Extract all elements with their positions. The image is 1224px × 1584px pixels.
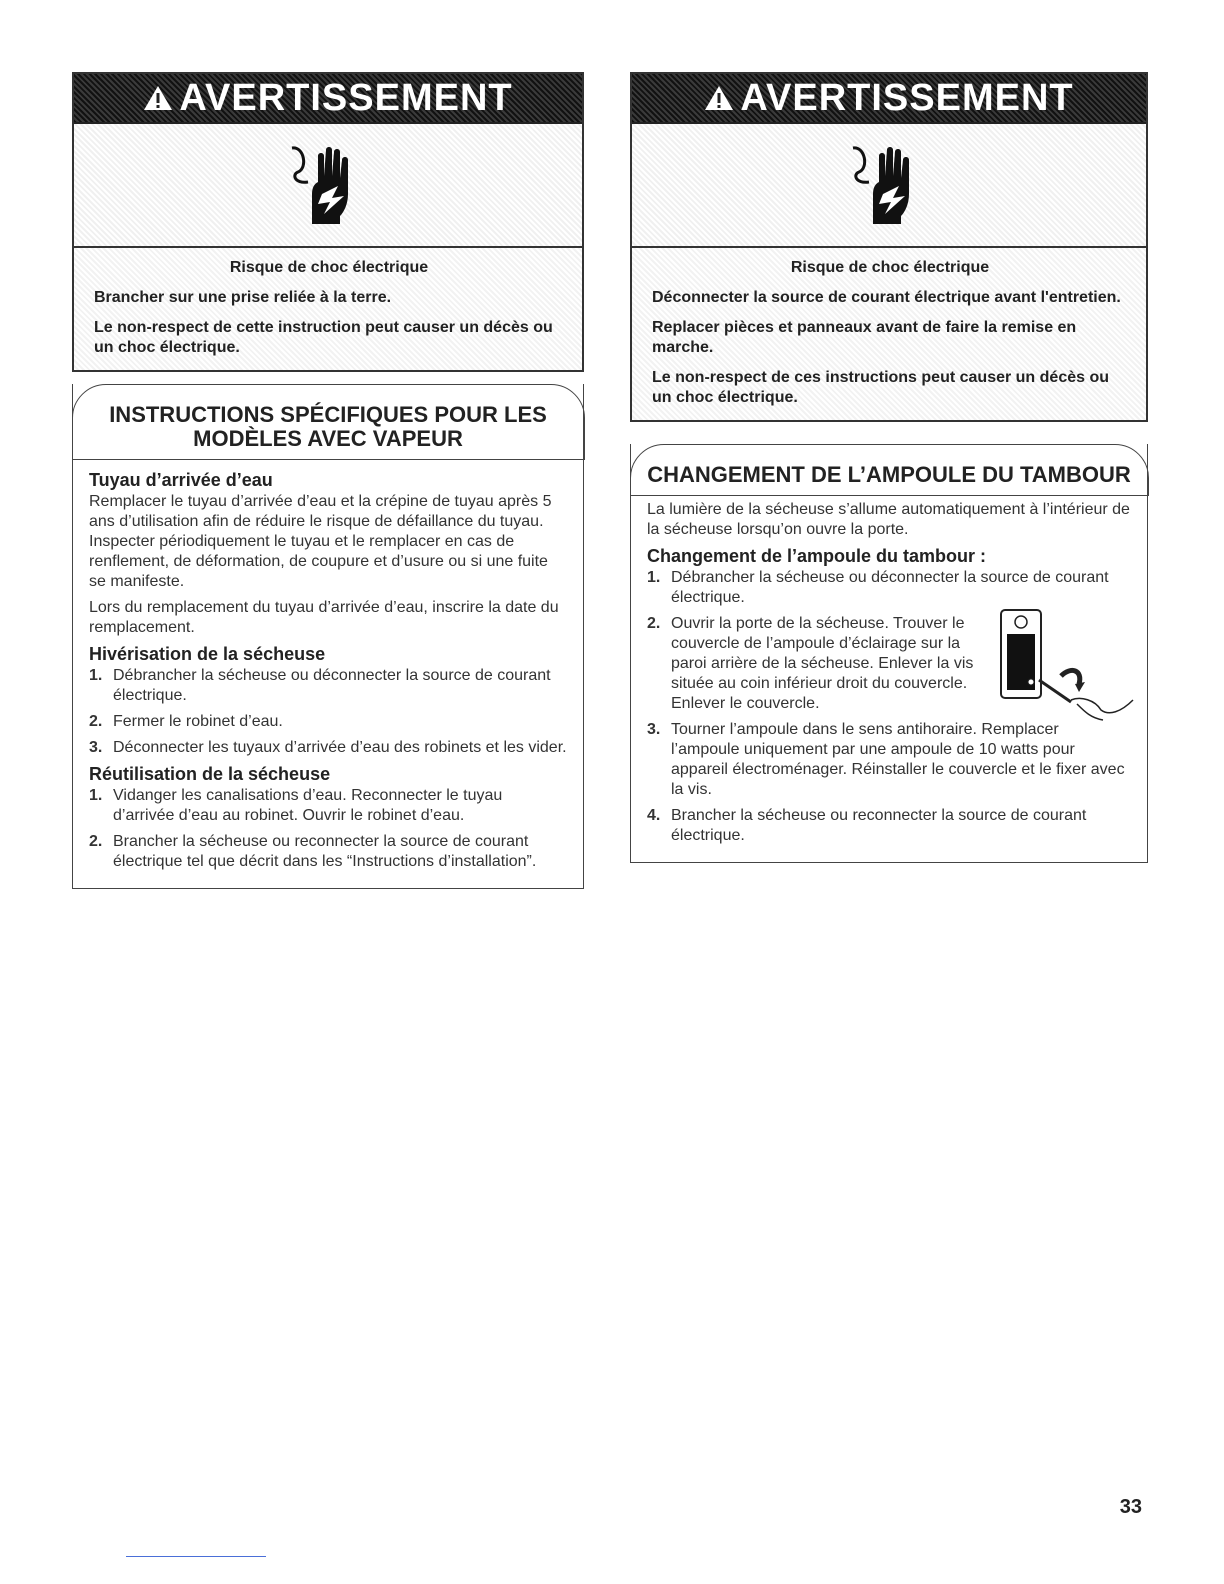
list-item: 1. Débrancher la sécheuse ou déconnecter la source de courant électrique. [89, 667, 551, 704]
warning-triangle-icon [143, 84, 173, 112]
warning-body [632, 248, 1146, 420]
paragraph: Lors du remplacement du tuyau d’arrivée d’eau, inscrire la date du remplacement. [89, 599, 559, 636]
warning-icon-area [632, 124, 1146, 248]
electric-shock-hand-icon [849, 138, 929, 233]
warning-body [74, 248, 582, 370]
warning-risk: Risque de choc électrique [790, 259, 990, 276]
warning-line: Brancher sur une prise reliée à la terre. [94, 289, 392, 306]
list-item: 2. Ouvrir la porte de la sécheuse. Trouver le couvercle de l’ampoule d’éclairage sur la paroi arrière de la sécheuse. Enlever la vis située au coin inférieur droit du couvercle. Enlever le couvercle. [647, 615, 974, 712]
electric-shock-hand-icon [288, 138, 368, 233]
warning-line: Le non-respect de cette instruction peut causer un décès ou un choc électrique. [94, 319, 553, 356]
left-column [72, 72, 584, 889]
paragraph: La lumière de la sécheuse s’allume automatiquement à l’intérieur de la sécheuse lorsqu’on ouvre la porte. [647, 501, 1130, 538]
warning-box-right [630, 72, 1148, 422]
list-item: 4. Brancher la sécheuse ou reconnecter la source de courant électrique. [647, 807, 1087, 844]
lamp-cover-illustration [991, 604, 1141, 730]
list-item: 3. Déconnecter les tuyaux d’arrivée d’eau des robinets et les vider. [89, 739, 567, 756]
right-column [630, 72, 1148, 863]
warning-triangle-icon [704, 84, 734, 112]
list-item: 2. Brancher la sécheuse ou reconnecter la source de courant électrique tel que décrit dans les “Instructions d’installation”. [89, 833, 537, 870]
list-item: 1. Débrancher la sécheuse ou déconnecter la source de courant électrique. [647, 569, 1109, 606]
warning-line: Replacer pièces et panneaux avant de faire la remise en marche. [652, 319, 1077, 356]
subsection-heading: Hivérisation de la sécheuse [89, 644, 326, 664]
warning-box-left [72, 72, 584, 372]
lamp-section [630, 444, 1148, 863]
section-title: CHANGEMENT DE L’AMPOULE DU TAMBOUR [630, 444, 1149, 496]
subsection-heading: Réutilisation de la sécheuse [89, 764, 331, 784]
warning-title: AVERTISSEMENT [740, 76, 1074, 119]
warning-risk: Risque de choc électrique [229, 259, 429, 276]
paragraph: Remplacer le tuyau d’arrivée d’eau et la crépine de tuyau après 5 ans d’utilisation afin de réduire le risque de défaillance du tuyau. Inspecter périodiquement le tuyau et le remplacer en cas de renflement, de déformation, de coupure et d’usure ou si une fuite se manifeste. [89, 493, 552, 590]
list-item: 3. Tourner l’ampoule dans le sens antihoraire. Remplacer l’ampoule uniquement par une ampoule de 10 watts pour appareil électroménager. Réinstaller le couvercle et le fixer avec la vis. [647, 721, 1125, 798]
warning-line: Le non-respect de ces instructions peut causer un décès ou un choc électrique. [652, 369, 1110, 406]
page-number: 33 [1119, 1496, 1142, 1518]
footer-divider [126, 1556, 266, 1557]
warning-header [74, 74, 582, 124]
list-item: 2. Fermer le robinet d’eau. [89, 713, 283, 730]
warning-line: Déconnecter la source de courant électrique avant l'entretien. [652, 289, 1121, 306]
steam-models-section [72, 384, 584, 889]
list-item: 1. Vidanger les canalisations d’eau. Reconnecter le tuyau d’arrivée d’eau au robinet. Ouvrir le robinet d’eau. [89, 787, 503, 824]
subsection-heading: Changement de l’ampoule du tambour : [647, 546, 987, 566]
subsection-heading: Tuyau d’arrivée d’eau [89, 470, 273, 490]
steps-list [89, 786, 567, 872]
warning-header [632, 74, 1146, 124]
section-title: INSTRUCTIONS SPÉCIFIQUES POUR LES MODÈLES AVEC VAPEUR [72, 384, 585, 460]
warning-icon-area [74, 124, 582, 248]
steps-list [89, 666, 567, 758]
warning-title: AVERTISSEMENT [179, 76, 513, 119]
